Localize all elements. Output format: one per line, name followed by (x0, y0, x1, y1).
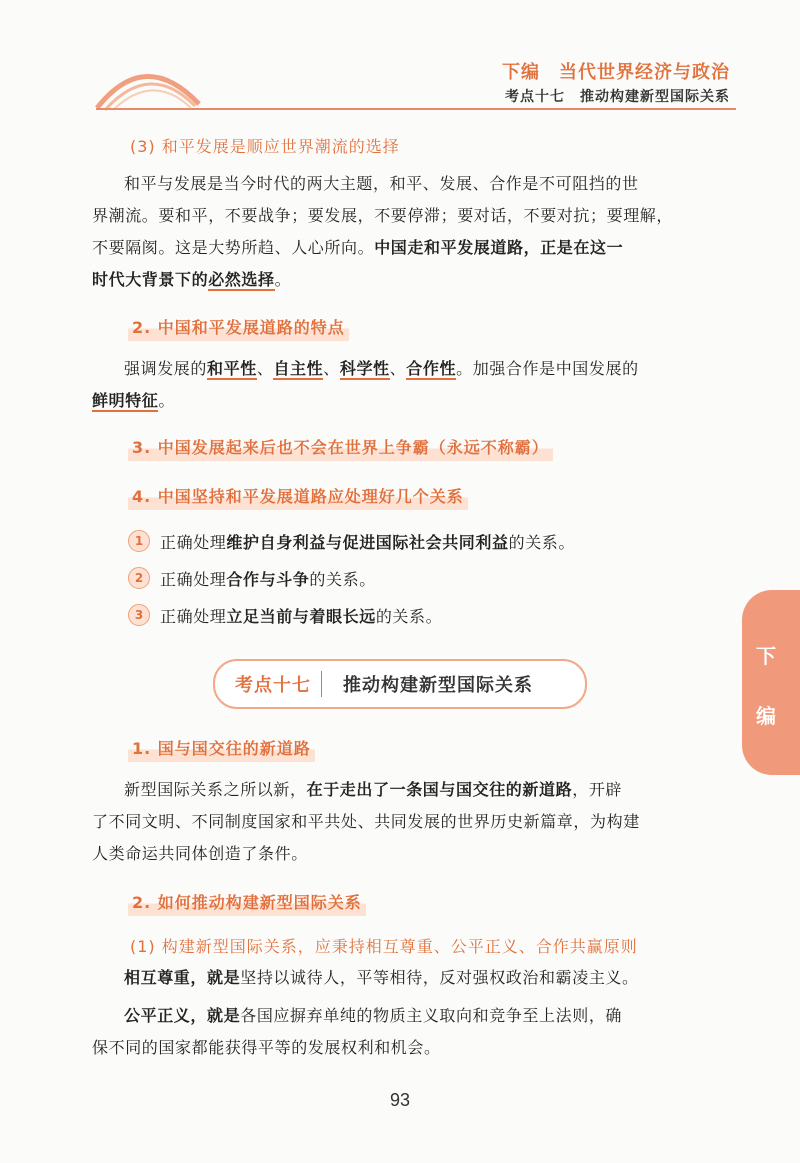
header-rule (96, 108, 736, 110)
section-heading-k1: 1. 国与国交往的新道路 (128, 734, 315, 762)
bold-text: 在于走出了一条国与国交往的新道路 (306, 780, 573, 799)
number-circle-3: 3 (128, 604, 150, 626)
side-tab-char: 下 (756, 644, 776, 668)
line: 人类命运共同体创造了条件。 (92, 844, 308, 863)
line (92, 264, 722, 296)
bold-text: 合作与斗争 (226, 570, 310, 589)
key-term: 合作性 (406, 359, 457, 378)
bold-text: 立足当前与着眼长远 (226, 607, 376, 626)
bold-text: 时代大背景下的 (92, 270, 209, 289)
section-heading-3: 3. 中国发展起来后也不会在世界上争霸（永远不称霸） (128, 433, 553, 461)
line: 了不同文明、不同制度国家和平共处、共同发展的世界历史新篇章，为构建 (92, 812, 640, 831)
list-item (160, 567, 376, 590)
section-heading-k2: 2. 如何推动构建新型国际关系 (128, 888, 366, 916)
text: 。 (274, 270, 292, 289)
list-item (160, 530, 575, 553)
line: 保不同的国家都能获得平等的发展权利和机会。 (92, 1038, 441, 1057)
bold-text: 中国走和平发展道路，正是在这一 (374, 238, 624, 257)
text: 的关系。 (375, 607, 443, 626)
bold-text: ，就是 (190, 1006, 241, 1025)
line: 界潮流。要和平，不要战争；要发展，不要停滞；要对话，不要对抗；要理解， (92, 206, 674, 225)
line: 和平与发展是当今时代的两大主题，和平、发展、合作是不可阻挡的世 (124, 174, 639, 193)
line (92, 962, 722, 994)
subsection-heading-3: (3) 和平发展是顺应世界潮流的选择 (130, 137, 400, 156)
text: 、 (323, 359, 340, 378)
paragraph-peace-trend (92, 168, 722, 296)
number-circle-2: 2 (128, 567, 150, 589)
key-term: 自主性 (273, 359, 324, 378)
text: 。 (158, 391, 176, 410)
header-topic-label: 考点十七 推动构建新型国际关系 (505, 89, 730, 105)
text: 新型国际关系之所以新， (124, 780, 307, 799)
key-term: 必然选择 (208, 270, 275, 289)
paragraph-features (92, 353, 722, 417)
key-term: 科学性 (339, 359, 390, 378)
text: 、 (389, 359, 407, 378)
number-circle-1: 1 (128, 530, 150, 552)
bold-text: ，就是 (190, 968, 241, 987)
header-part-title: 下编 当代世界经济与政治 (502, 62, 730, 83)
text: 、 (256, 359, 274, 378)
text: 正确处理 (160, 607, 227, 626)
key-term: 和平性 (207, 359, 257, 378)
bold-text: 公平正义 (124, 1006, 191, 1025)
bold-text: 相互尊重 (124, 968, 191, 987)
topic-banner-label: 考点十七 (235, 675, 311, 696)
text: 坚持以诚待人，平等相待，反对强权政治和霸凌主义。 (240, 968, 639, 987)
line (92, 385, 722, 417)
text: 。加强合作是中国发展的 (456, 359, 639, 378)
subsection-heading-k2-1: (1) 构建新型国际关系，应秉持相互尊重、公平正义、合作共赢原则 (130, 937, 638, 956)
line (92, 1000, 722, 1032)
line (92, 774, 722, 806)
text: 强调发展的 (124, 359, 208, 378)
text: 的关系。 (508, 533, 576, 552)
text: 正确处理 (160, 570, 227, 589)
list-item (160, 604, 442, 627)
line (92, 232, 722, 264)
text: 各国应摒弃单纯的物质主义取向和竞争至上法则，确 (240, 1006, 623, 1025)
line (92, 353, 722, 385)
topic-banner (213, 659, 587, 709)
topic-banner-divider (321, 671, 322, 697)
page-number: 93 (389, 1090, 411, 1110)
topic-banner-title: 推动构建新型国际关系 (343, 675, 533, 696)
section-heading-4: 4. 中国坚持和平发展道路应处理好几个关系 (128, 482, 468, 510)
bold-text: 维护自身利益与促进国际社会共同利益 (226, 533, 509, 552)
key-term: 鲜明特征 (92, 391, 159, 410)
text: ，开辟 (572, 780, 623, 799)
paragraph-new-road (92, 774, 722, 870)
paragraph-principles (92, 962, 722, 1064)
section-heading-2: 2. 中国和平发展道路的特点 (128, 313, 349, 341)
text: 的关系。 (309, 570, 376, 589)
side-tab-char: 编 (756, 704, 776, 728)
side-tab (742, 590, 800, 775)
text: 不要隔阂。这是大势所趋、人心所向。 (92, 238, 375, 257)
text: 正确处理 (160, 533, 227, 552)
